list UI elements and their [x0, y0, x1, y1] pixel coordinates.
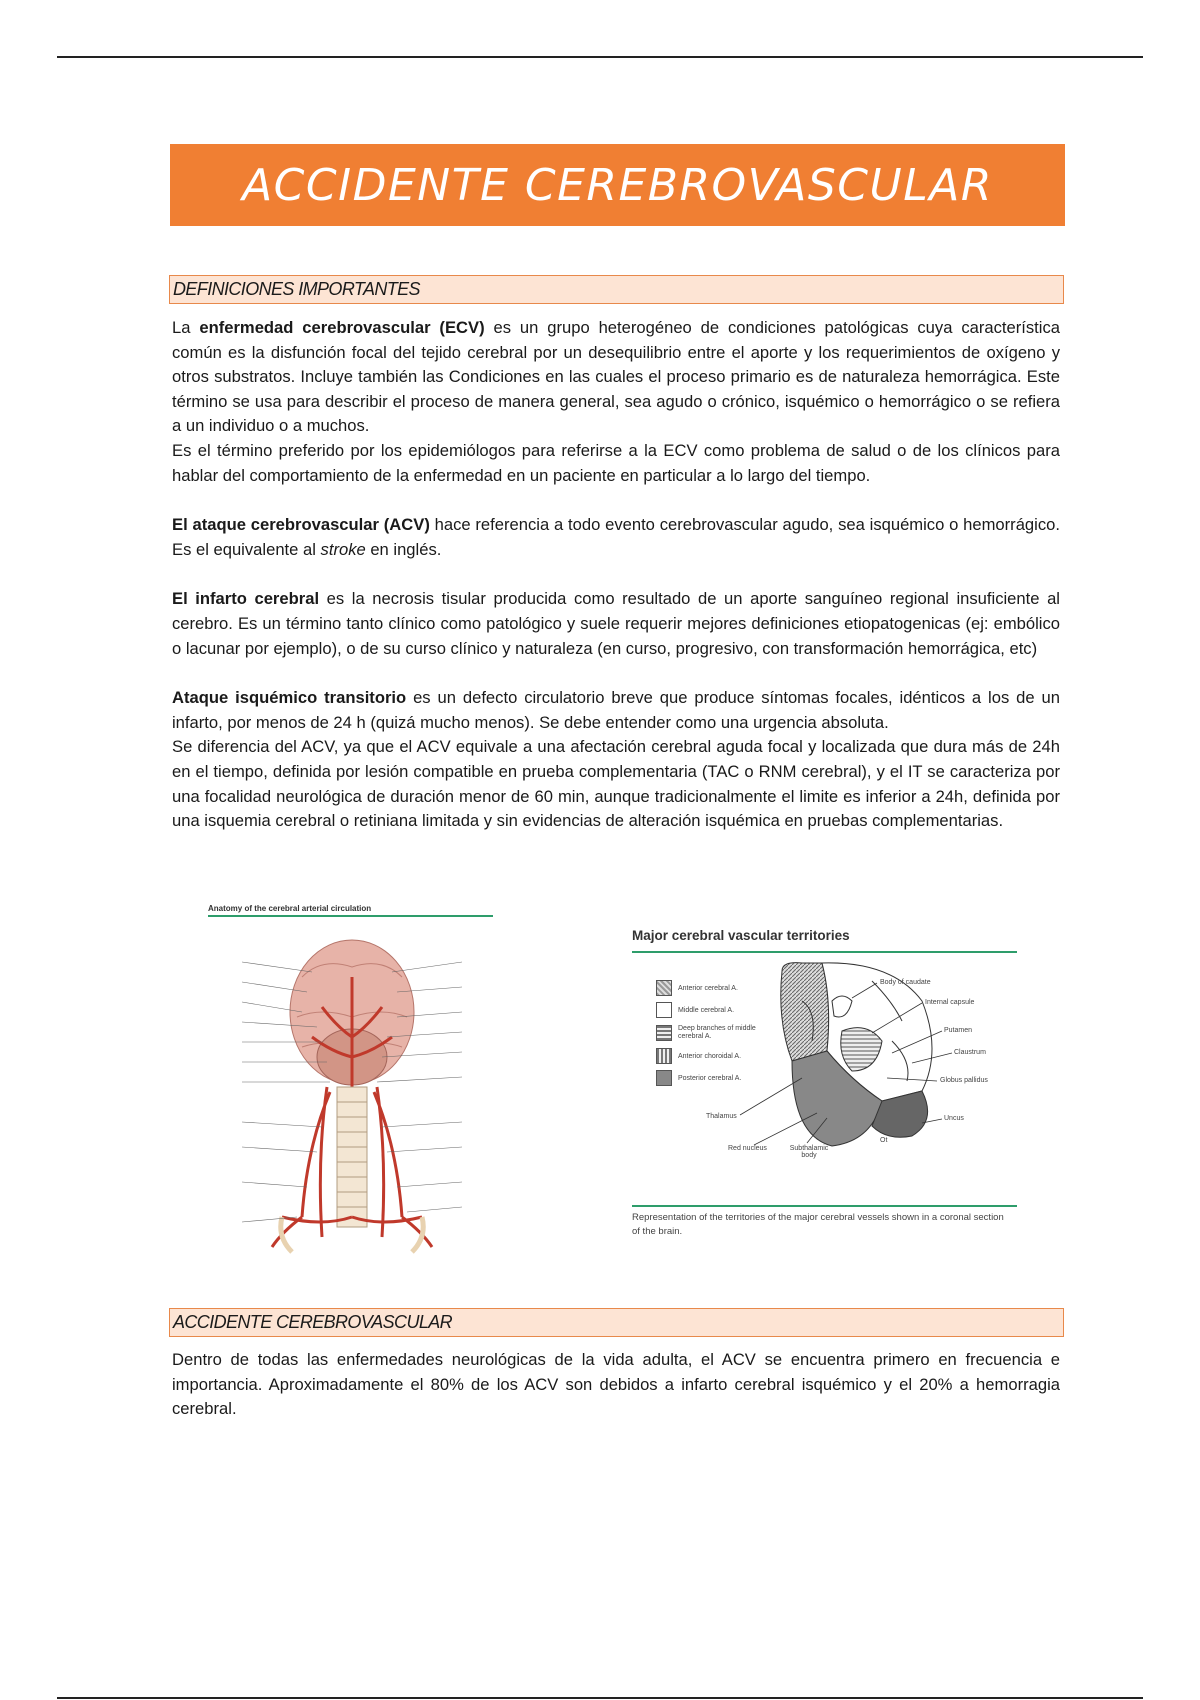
- label-putamen: Putamen: [944, 1027, 973, 1034]
- paragraph-diferencia: Se diferencia del ACV, ya que el ACV equivale a una afectación cerebral aguda focal y localizada que dura más de 24h en el tiempo, definida por lesión compatible en prueba complementaria (TAC o RNM cerebral), y el IT se caracteriza por una focalidad neurológica de duración menor de 60 min, aunque tradicionalmente el limite es inferior a 24h, definida por una isquemia cerebral o retiniana limitada y sin evidencias de alteración isquémica en pruebas complementarias.: [172, 737, 1060, 831]
- definiciones-body: [172, 316, 1060, 834]
- section-heading-acv: ACCIDENTE CEREBROVASCULAR: [169, 1308, 1064, 1337]
- label-leaders: [632, 953, 1020, 1203]
- label-internal-capsule: Internal capsule: [925, 999, 975, 1006]
- legend-item: Middle cerebral A.: [656, 999, 768, 1021]
- acv-body: [172, 1348, 1060, 1422]
- paragraph-ecv-usage: Es el término preferido por los epidemiólogos para referirse a la ECV como problema de salud o de los clínicos para hablar del comportamiento de la enfermedad en un paciente en particular a lo largo del tiempo.: [172, 440, 1060, 485]
- legend-item: Deep branches of middle cerebral A.: [656, 1021, 768, 1045]
- paragraph-ecv: La enfermedad cerebrovascular (ECV) es un grupo heterogéneo de condiciones patológicas cuya característica común es la disfunción focal del tejido cerebral por un desequilibrio entre el aporte y los requerimientos de oxígeno y otros substratos. Incluye también las Condiciones en las cuales el proceso primario es de naturaleza hemorrágica. Este término se usa para describir el proceso de manera general, sea agudo o crónico, isquémico o hemorrágico o se refiera a un individuo o a muchos.: [172, 318, 1060, 436]
- label-claustrum: Claustrum: [954, 1049, 986, 1056]
- arterial-illustration: [202, 917, 502, 1257]
- label-globus-pallidus: Globus pallidus: [940, 1077, 988, 1084]
- paragraph-acv: El ataque cerebrovascular (ACV) hace referencia a todo evento cerebrovascular agudo, sea isquémico o hemorrágico. Es el equivalente al stroke en inglés.: [172, 515, 1060, 559]
- figure-left-title: Anatomy of the cerebral arterial circulation: [208, 904, 372, 913]
- page-title: ACCIDENTE CEREBROVASCULAR: [242, 159, 993, 211]
- bottom-rule: [57, 1697, 1143, 1699]
- paragraph-acv-frecuencia: Dentro de todas las enfermedades neurológicas de la vida adulta, el ACV se encuentra primero en frecuencia e importancia. Aproximadamente el 80% de los ACV son debidos a infarto cerebral isquémico y el 20% a hemorragia cerebral.: [172, 1350, 1060, 1419]
- figure-right-caption: Representation of the territories of the major cerebral vessels shown in a coronal section of the brain.: [632, 1212, 1004, 1237]
- title-banner: [170, 144, 1065, 226]
- legend-item: Posterior cerebral A.: [656, 1067, 768, 1089]
- label-subthalamic-body: Subthalamic body: [789, 1145, 829, 1159]
- figure-vascular-territories: [632, 928, 1020, 1248]
- figure-right-bottom-rule: [632, 1205, 1017, 1207]
- paragraph-infarto: El infarto cerebral es la necrosis tisular producida como resultado de un aporte sanguíneo regional insuficiente al cerebro. Es un término tanto clínico como patológico y suele requerir mejores definiciones etiopatogenicas (ej: embólico o lacunar por ejemplo), o de su curso clínico y naturaleza (en curso, progresivo, con transformación hemorrágica, etc): [172, 589, 1060, 658]
- figure-arterial-circulation: [202, 904, 502, 1264]
- top-rule: [57, 56, 1143, 58]
- legend-item: Anterior cerebral A.: [656, 977, 768, 999]
- legend-item: Anterior choroidal A.: [656, 1045, 768, 1067]
- label-thalamus: Thalamus: [706, 1113, 737, 1120]
- label-ot: Ot: [880, 1137, 888, 1144]
- section-heading-definiciones: DEFINICIONES IMPORTANTES: [169, 275, 1064, 304]
- figure-right-title: Major cerebral vascular territories: [632, 928, 850, 943]
- label-red-nucleus: Red nucleus: [728, 1145, 767, 1152]
- paragraph-ait: Ataque isquémico transitorio es un defecto circulatorio breve que produce síntomas focales, idénticos a los de un infarto, por menos de 24 h (quizá mucho menos). Se debe entender como una urgencia absoluta.: [172, 688, 1060, 732]
- label-uncus: Uncus: [944, 1115, 964, 1122]
- label-body-of-caudate: Body of caudate: [880, 979, 931, 986]
